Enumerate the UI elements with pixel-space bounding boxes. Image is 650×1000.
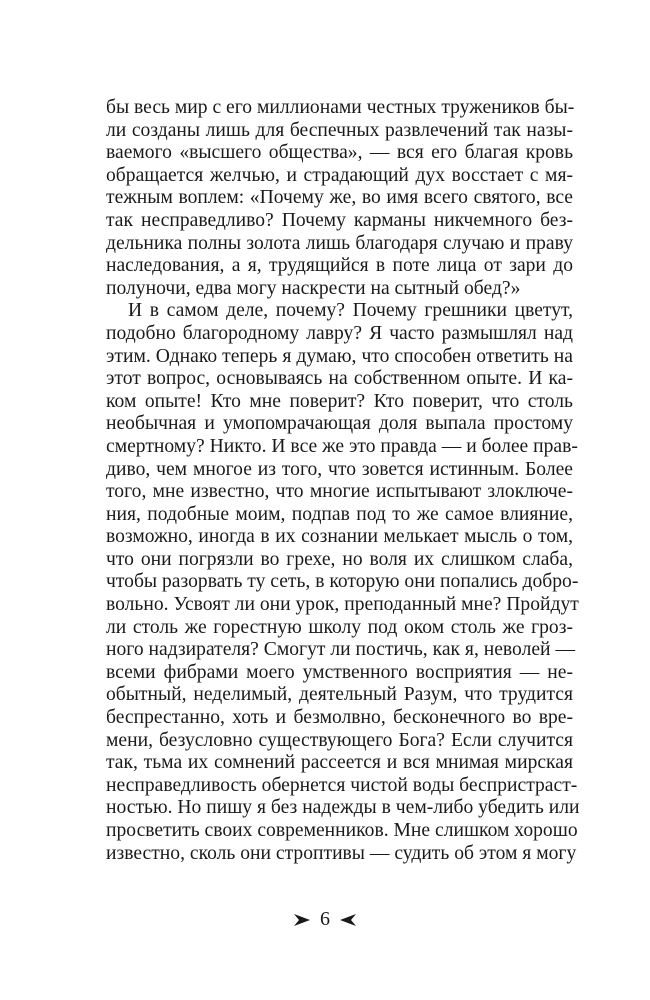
- text-line: обращается желчью, и страдающий дух восстает с мя-: [106, 164, 573, 186]
- text-line: чтобы разорвать ту сеть, в которую они попались добро-: [106, 571, 579, 593]
- text-line: возможно, иногда в их сознании мелькает мысль о том,: [106, 526, 573, 548]
- text-line: ли столь же горестную школу под оком столь же гроз-: [106, 616, 573, 638]
- text-line: ностью. Но пишу я без надежды в чем-либо убедить или: [106, 797, 580, 819]
- text-line: И в самом деле, почему? Почему грешники цветут,: [128, 300, 573, 322]
- text-line: ли созданы лишь для беспечных развлечений так назы-: [106, 119, 573, 141]
- text-line: полуночи, едва могу наскрести на сытный обед?»: [106, 277, 521, 299]
- text-line: подобно благородному лавру? Я часто размышлял над: [106, 322, 573, 344]
- arrow-left-ornament-icon: [340, 914, 356, 926]
- text-line: мени, безусловно существующего Бога? Если случится: [106, 729, 573, 751]
- text-line: просветить своих современников. Мне слишком хорошо: [106, 820, 578, 841]
- text-line: необычная и умопомрачающая доля выпала простому: [106, 413, 573, 435]
- text-line: бы весь мир с его миллионами честных тружеников бы-: [106, 97, 575, 118]
- text-line: наследования, а я, трудящийся в поте лица от зари до: [106, 255, 573, 277]
- text-line: беспрестанно, хоть и безмолвно, бесконечного во вре-: [106, 707, 573, 729]
- text-line: что они погрязли во грехе, но воля их слишком слаба,: [106, 548, 573, 570]
- paragraph-1: [106, 97, 573, 300]
- text-line: так, тьма их сомнений рассеется и вся мнимая мирская: [106, 752, 573, 774]
- text-line: ного надзирателя? Смогут ли постичь, как я, неволей —: [106, 639, 576, 661]
- text-line: обытный, неделимый, деятельный Разум, что трудится: [106, 684, 573, 706]
- text-line: ком опыте! Кто мне поверит? Кто поверит, что столь: [106, 390, 573, 412]
- text-line: этот вопрос, основываясь на собственном опыте. И ка-: [106, 368, 573, 390]
- text-line: того, мне известно, что многие испытывают злоключе-: [106, 481, 573, 503]
- text-line: вольно. Усвоят ли они урок, преподанный мне? Пройдут: [106, 594, 579, 616]
- page-folio: [0, 908, 650, 931]
- arrow-right-ornament-icon: [294, 914, 310, 926]
- text-line: всеми фибрами моего умственного восприятия — не-: [106, 661, 573, 683]
- text-line: известно, сколь они строптивы — судить об этом я могу: [106, 842, 577, 864]
- page-number: 6: [320, 908, 330, 930]
- text-line: диво, чем многое из того, что зовется истинным. Более: [106, 458, 573, 480]
- text-line: этим. Однако теперь я думаю, что способен ответить на: [106, 345, 573, 367]
- page-body-text: [106, 97, 580, 865]
- text-line: ваемого «высшего общества», — вся его благая кровь: [106, 142, 573, 164]
- text-line: несправедливость обернется чистой воды беспристраст-: [106, 774, 578, 796]
- text-line: ния, подобные моим, подпав под то же самое влияние,: [106, 503, 573, 525]
- text-line: дельника полны золота лишь благодаря случаю и праву: [106, 232, 573, 254]
- text-line: смертному? Никто. И все же это правда — и более прав-: [106, 435, 578, 457]
- text-line: тежным воплем: «Почему же, во имя всего святого, все: [106, 187, 573, 209]
- text-line: так несправедливо? Почему карманы никчемного без-: [106, 209, 573, 231]
- paragraph-2: [106, 300, 580, 865]
